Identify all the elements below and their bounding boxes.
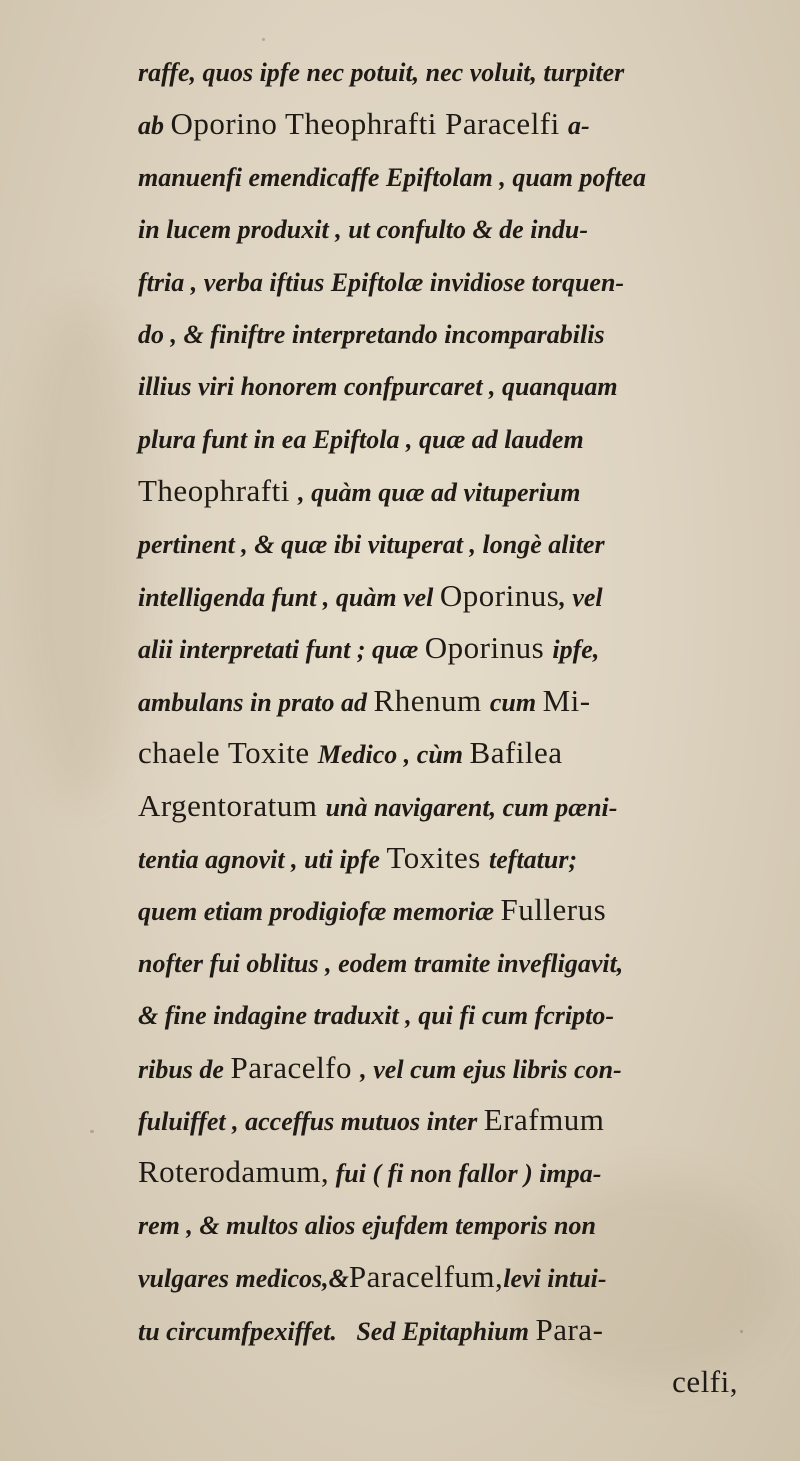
italic-text-segment: quem etiam prodigiofæ memoriæ (138, 897, 501, 927)
italic-text-segment: rem , & multos alios ejufdem temporis non (138, 1210, 596, 1240)
paper-stain (20, 300, 140, 800)
text-line (138, 98, 738, 150)
text-line (138, 570, 738, 622)
paper-speck (262, 38, 265, 41)
roman-text-segment: Para- (535, 1311, 604, 1347)
text-line (138, 727, 738, 779)
italic-text-segment: Medico , cùm (317, 740, 470, 770)
roman-text-segment: Paracelfo (230, 1049, 361, 1085)
text-line (138, 308, 738, 360)
roman-text-segment: Oporinus (439, 578, 560, 613)
text-line (138, 46, 738, 98)
text-line (138, 675, 738, 727)
italic-text-segment: , vel cum ejus libris con- (360, 1054, 622, 1084)
text-line (138, 622, 738, 674)
italic-text-segment: tu circumfpexiffet. Sed Epitaphium (138, 1316, 536, 1346)
italic-text-segment: manuenfi emendicaffe Epiftolam , quam poftea (138, 162, 646, 192)
roman-text-segment: Erafmum (483, 1102, 605, 1137)
text-line (138, 413, 738, 465)
text-line (138, 256, 738, 308)
italic-text-segment: intelligenda funt , quàm vel (138, 583, 440, 612)
roman-text-segment: Bafilea (469, 735, 563, 771)
italic-text-segment: plura funt in ea Epiftola , quæ ad laudem (138, 424, 584, 454)
text-line (138, 989, 738, 1041)
italic-text-segment: ipfe, (552, 635, 600, 665)
text-line (138, 151, 738, 203)
roman-text-segment: Theophrafti (138, 473, 299, 509)
text-line (138, 1199, 738, 1251)
roman-text-segment: Rhenum (373, 682, 490, 718)
text-line (138, 1356, 738, 1408)
italic-text-segment: tentia agnovit , uti ipfe (138, 845, 387, 874)
italic-text-segment: teftatur; (489, 845, 578, 874)
paper-speck (90, 1130, 94, 1133)
text-line (138, 1304, 738, 1356)
paper-speck (740, 1330, 743, 1333)
italic-text-segment: & fine indagine traduxit , qui fi cum fcripto- (138, 1001, 614, 1031)
italic-text-segment: ftria , verba iftius Epiftolæ invidiose torquen- (138, 267, 625, 297)
italic-text-segment: ab (138, 111, 171, 141)
italic-text-segment: a- (568, 111, 590, 141)
roman-text-segment: Mi- (542, 682, 591, 718)
roman-text-segment: Oporino Theophrafti Paracelfi (170, 106, 568, 142)
italic-text-segment: fuluiffet , acceffus mutuos inter (138, 1107, 484, 1136)
roman-text-segment: Roterodamum, (138, 1154, 330, 1190)
italic-text-segment: alii interpretati funt ; quæ (138, 635, 425, 665)
text-line (138, 203, 738, 255)
text-line (138, 465, 738, 517)
text-line (138, 884, 738, 936)
text-line (138, 780, 738, 832)
italic-text-segment: raffe, quos ipfe nec potuit, nec voluit, turpiter (138, 58, 625, 87)
italic-text-segment: fui ( fi non fallor ) impa- (329, 1159, 602, 1189)
text-line (138, 832, 738, 884)
italic-text-segment: cum (489, 687, 543, 717)
italic-text-segment: ribus de (138, 1054, 231, 1084)
text-line (138, 1042, 738, 1094)
italic-text-segment: nofter fui oblitus , eodem tramite invefligavit, (138, 948, 624, 978)
text-line (138, 937, 738, 989)
roman-text-segment: Toxites (386, 840, 490, 875)
roman-text-segment: chaele Toxite (138, 735, 318, 771)
italic-text-segment: ambulans in prato ad (138, 687, 374, 717)
text-line (138, 1146, 738, 1198)
italic-text-segment: levi intui- (503, 1264, 607, 1294)
italic-text-segment: do , & finiftre interpretando incomparabilis (138, 320, 605, 349)
text-line (138, 360, 738, 412)
text-line (138, 518, 738, 570)
italic-text-segment: illius viri honorem confpurcaret , quanquam (138, 372, 618, 402)
italic-text-segment: , quàm quæ ad vituperium (298, 478, 581, 508)
italic-text-segment: pertinent , & quæ ibi vituperat , longè aliter (138, 529, 605, 559)
roman-text-segment: Oporinus (424, 630, 553, 666)
roman-text-segment: Fullerus (500, 892, 607, 928)
italic-text-segment: vulgares medicos,& (138, 1264, 349, 1294)
roman-text-segment: Argentoratum (138, 787, 326, 823)
roman-text-segment: celfi, (672, 1364, 738, 1399)
italic-text-segment: , vel (559, 583, 603, 612)
italic-text-segment: unà navigarent, cum pæni- (325, 792, 618, 822)
text-line (138, 1251, 738, 1303)
text-line (138, 1094, 738, 1146)
roman-text-segment: Paracelfum, (348, 1259, 504, 1295)
italic-text-segment: in lucem produxit , ut confulto & de indu- (138, 215, 589, 245)
